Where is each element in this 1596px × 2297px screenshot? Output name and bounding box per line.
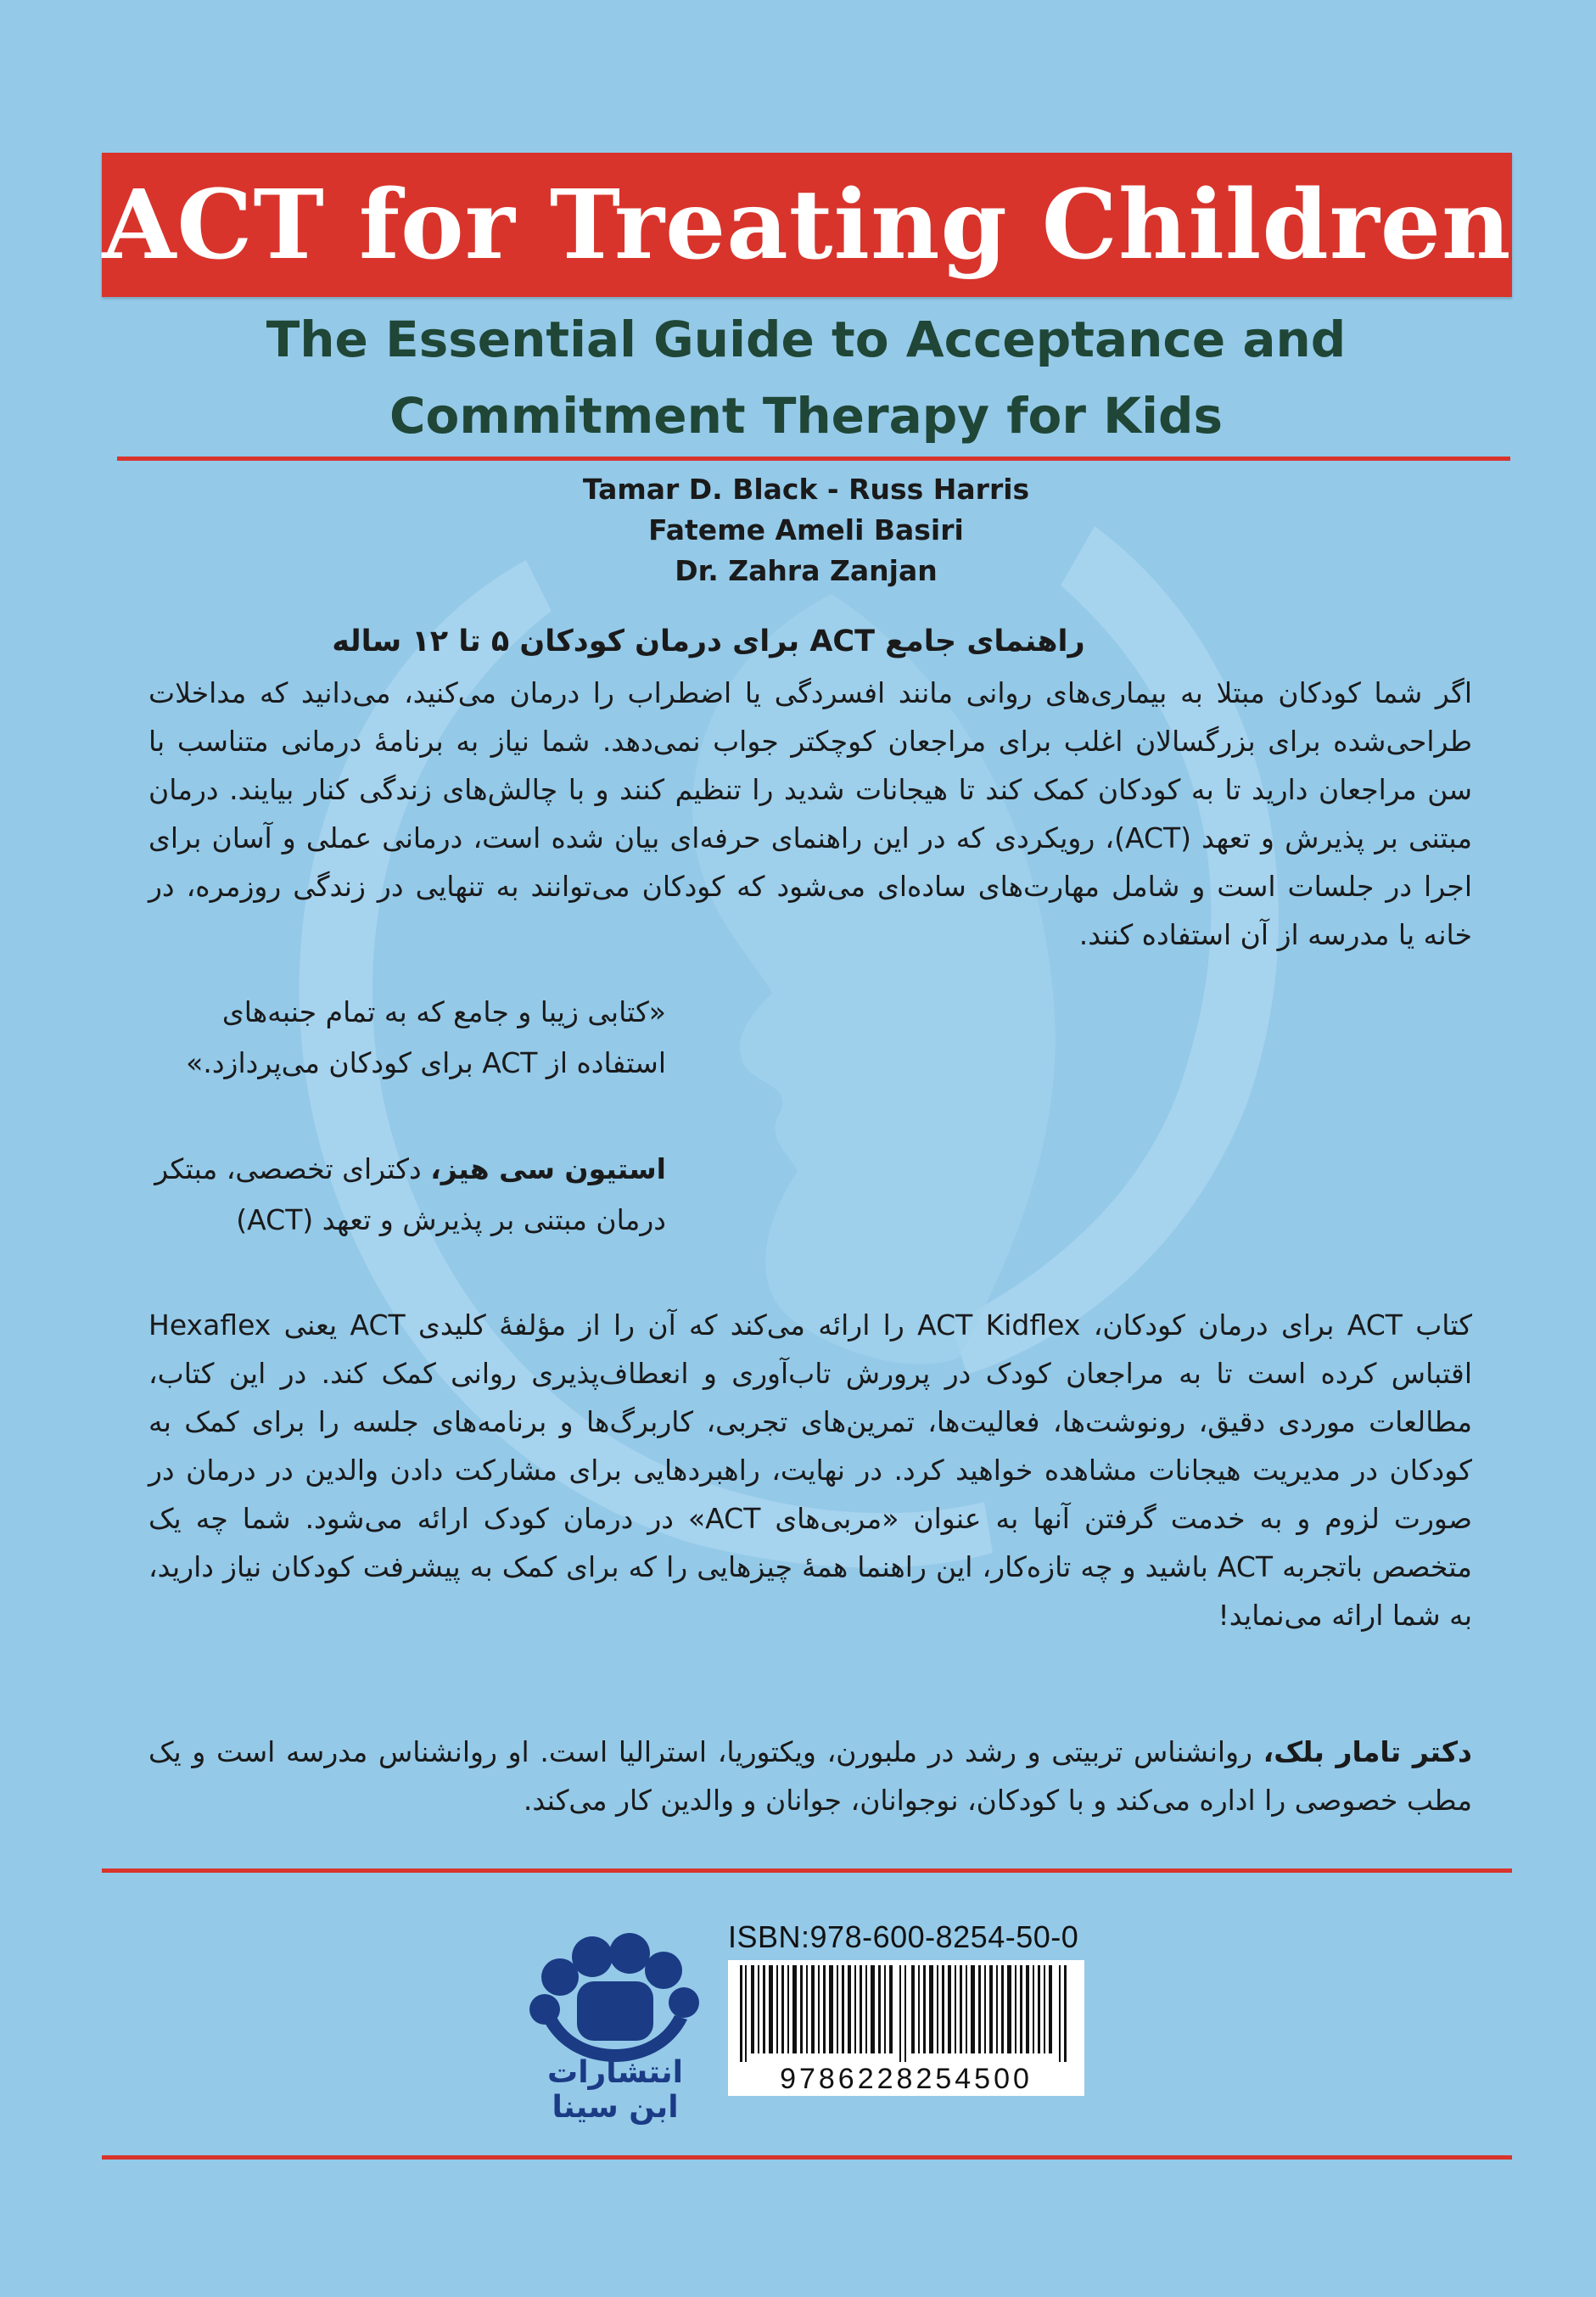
book-title: ACT for Treating Children bbox=[102, 169, 1512, 281]
publisher-name: انتشارات ابن سینا bbox=[547, 2055, 683, 2125]
endorser-role: دکترای تخصصی، مبتکر درمان مبتنی بر پذیرش و تعهد (ACT) bbox=[154, 1152, 666, 1236]
divider-footer bbox=[102, 2155, 1512, 2160]
author-line-3: Dr. Zahra Zanjan bbox=[675, 554, 938, 587]
bio-text: روانشناس تربیتی و رشد در ملبورن، ویکتوریا، استرالیا است. او روانشناس مدرسه است و یک مطب خصوصی را اداره می‌کند و با کودکان، نوجوانان، جوانان و والدین کار می‌کند. bbox=[148, 1735, 1472, 1817]
endorsement-attribution bbox=[148, 1144, 666, 1246]
intro-paragraph: اگر شما کودکان مبتلا به بیماری‌های روانی مانند افسردگی یا اضطراب را درمان می‌کنید، می‌دانید که مداخلات طراحی‌شده برای بزرگسالان اغلب برای مراجعان کوچکتر جواب نمی‌دهد. شما نیاز به برنامهٔ درمانی متناسب با سن مراجعان دارید تا به کودکان کمک کند تا هیجانات شدید را تنظیم کنند و با چالش‌های زندگی کنار بیایند. درمان مبتنی بر پذیرش و تعهد (ACT)، رویکردی که در این راهنمای حرفه‌ای بیان شده است، درمانی عملی و آسان برای اجرا در جلسات است و شامل مهارت‌های ساده‌ای می‌شود که کودکان می‌توانند به تنهایی در زندگی روزمره، در خانه یا مدرسه از آن استفاده کنند. bbox=[148, 676, 1473, 951]
divider-bottom bbox=[102, 1868, 1512, 1873]
bio-author-name: دکتر تامار بلک، bbox=[1263, 1735, 1472, 1768]
persian-heading: راهنمای جامع ACT برای درمان کودکان ۵ تا ۱۲ ساله bbox=[332, 625, 1085, 658]
author-bio bbox=[148, 1728, 1472, 1824]
author-line-2: Fateme Ameli Basiri bbox=[648, 513, 964, 546]
subtitle-line-2: Commitment Therapy for Kids bbox=[389, 387, 1224, 445]
endorser-name: استیون سی هیز، bbox=[430, 1152, 666, 1185]
subtitle-line-1: The Essential Guide to Acceptance and bbox=[266, 311, 1347, 368]
isbn-number: ISBN:978-600-8254-50-0 bbox=[728, 1919, 1079, 1954]
barcode-bars bbox=[728, 1960, 1084, 2062]
endorsement-quote: «کتابی زیبا و جامع که به تمام جنبه‌های استفاده از ACT برای کودکان می‌پردازد.» bbox=[186, 995, 666, 1079]
title-banner bbox=[102, 153, 1512, 297]
barcode-digits: 9786228254500 bbox=[728, 2062, 1084, 2096]
description-paragraph: کتاب ACT برای درمان کودکان، ACT Kidflex را ارائه می‌کند که آن را از مؤلفهٔ کلیدی ACT یعنی Hexaflex اقتباس کرده است تا به مراجعان کودک در پرورش تاب‌آوری و انعطاف‌پذیری روانی کمک کند. در این کتاب، مطالعات موردی دقیق، رونوشت‌ها، فعالیت‌ها، تمرین‌های تجربی، کاربرگ‌ها و برنامه‌های جلسه را برای کمک به کودکان در مدیریت هیجانات مشاهده خواهید کرد. در نهایت، راهبردهایی برای مشارکت دادن والدین در درمان در صورت لزوم و به خدمت گرفتن آنها به عنوان «مربی‌های ACT» در درمان کودک ارائه می‌شود. شما چه یک متخصص باتجربه ACT باشید و چه تازه‌کار، این راهنما همهٔ چیزهایی را که برای کمک به پیشرفت کودکان نیاز دارید، به شما ارائه می‌نماید! bbox=[148, 1308, 1472, 1632]
divider-top bbox=[117, 457, 1510, 461]
author-line-1: Tamar D. Black - Russ Harris bbox=[582, 473, 1030, 506]
